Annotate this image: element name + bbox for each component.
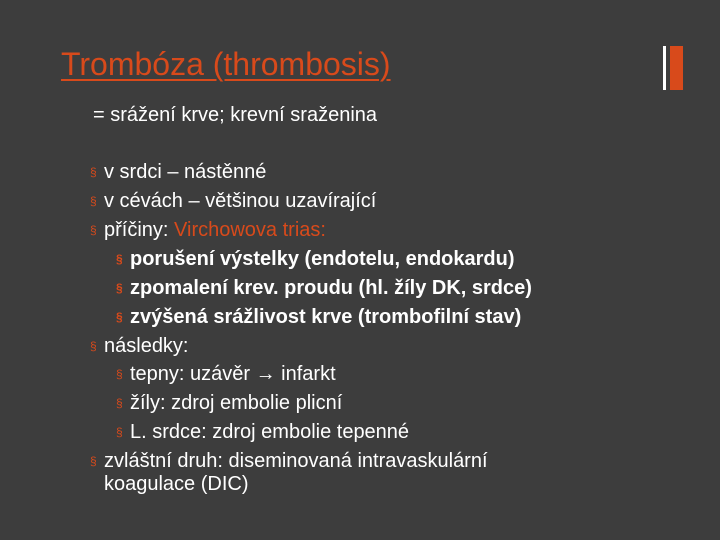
list-item-text: žíly: zdroj embolie plicní <box>130 392 343 414</box>
list-item-text: následky: <box>104 335 189 357</box>
list-item <box>90 189 376 213</box>
bullet-icon: § <box>90 454 97 468</box>
list-item <box>116 362 336 386</box>
list-item-text: zvláštní druh: diseminovaná intravaskulární <box>104 450 488 472</box>
list-item <box>90 218 326 242</box>
list-item-text: zpomalení krev. proudu (hl. žíly DK, srdce) <box>130 277 532 299</box>
list-item <box>90 449 488 473</box>
bullet-icon: § <box>116 252 123 266</box>
list-item-text: L. srdce: zdroj embolie tepenné <box>130 421 410 443</box>
bullet-icon: § <box>116 281 123 295</box>
definition-line: = srážení krve; krevní sraženina <box>93 104 378 126</box>
virchow-triad-highlight: Virchowova trias: <box>174 219 326 241</box>
bullet-icon: § <box>90 165 97 179</box>
list-item-text: tepny: uzávěr → infarkt <box>130 363 336 385</box>
list-item <box>116 276 532 300</box>
bullet-icon: § <box>116 396 123 410</box>
list-item-text: příčiny: <box>104 219 175 241</box>
list-item-continuation: koagulace (DIC) <box>104 473 249 495</box>
slide-title: Trombóza (thrombosis) <box>61 46 391 82</box>
bullet-icon: § <box>116 310 123 324</box>
list-item <box>90 160 266 184</box>
list-item <box>116 391 342 415</box>
list-item-text: v cévách – většinou uzavírající <box>104 190 377 212</box>
list-item <box>90 334 189 358</box>
list-item <box>116 247 515 271</box>
bullet-icon: § <box>90 194 97 208</box>
list-item-text: v srdci – nástěnné <box>104 161 267 183</box>
bullet-icon: § <box>116 367 123 381</box>
bullet-icon: § <box>90 223 97 237</box>
bullet-icon: § <box>116 425 123 439</box>
list-item-text: zvýšená srážlivost krve (trombofilní stav) <box>130 306 522 328</box>
list-item <box>116 420 409 444</box>
bullet-icon: § <box>90 339 97 353</box>
list-item-text: porušení výstelky (endotelu, endokardu) <box>130 248 515 270</box>
list-item <box>116 305 521 329</box>
